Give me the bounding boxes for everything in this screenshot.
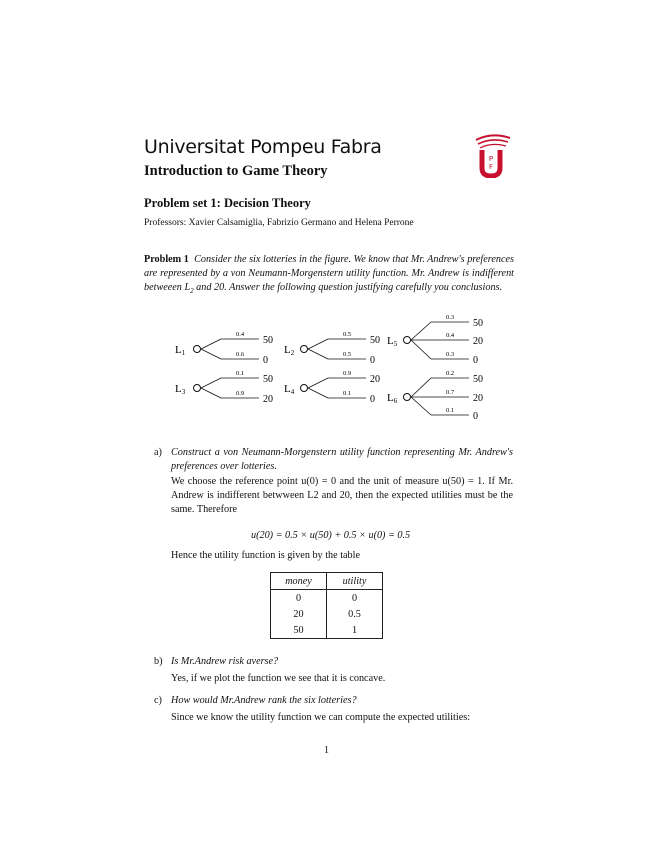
answer-b: Yes, if we plot the function we see that it is concave. xyxy=(171,673,386,684)
question-b-label: b) xyxy=(154,656,163,667)
branch-payoff: 0 xyxy=(370,355,375,366)
branch-payoff: 50 xyxy=(263,374,273,385)
table-cell: 0.5 xyxy=(327,606,383,622)
svg-text:P: P xyxy=(488,155,494,163)
lottery-node-circle xyxy=(301,346,308,353)
table-row xyxy=(271,622,383,639)
lottery-trees-figure xyxy=(0,310,655,430)
answer-a-table-intro: Hence the utility function is given by the table xyxy=(171,550,360,561)
branch-probability: 0.1 xyxy=(342,390,352,397)
tree-branch-line xyxy=(201,349,221,359)
problem-text-1: Consider the six lotteries in the figure. We know that Mr. Andrew's preferences are represented by a von Neumann-Morgenstern utility function. Mr. Andrew is indifferent betweeen L xyxy=(144,254,514,294)
branch-probability: 0.9 xyxy=(235,390,245,397)
lottery-label: L5 xyxy=(387,335,398,348)
lottery-node-circle xyxy=(301,385,308,392)
branch-payoff: 20 xyxy=(473,393,483,404)
branch-payoff: 0 xyxy=(370,394,375,405)
branch-payoff: 50 xyxy=(473,374,483,385)
question-a-text: Construct a von Neumann-Morgenstern utility function representing Mr. Andrew's preferences over lotteries. xyxy=(171,447,513,473)
branch-payoff: 50 xyxy=(263,335,273,346)
lottery-node-circle xyxy=(404,337,411,344)
tree-branch-line xyxy=(308,349,328,359)
upf-logo-icon xyxy=(470,130,514,178)
question-b-text: Is Mr.Andrew risk averse? xyxy=(171,656,279,667)
table-cell: 20 xyxy=(271,606,327,622)
problem-label: Problem 1 xyxy=(144,254,189,265)
branch-probability: 0.1 xyxy=(235,370,245,377)
university-name: Universitat Pompeu Fabra xyxy=(144,136,382,158)
question-c-text: How would Mr.Andrew rank the six lotteries? xyxy=(171,695,357,706)
table-cell: 0 xyxy=(327,590,383,607)
table-cell: 0 xyxy=(271,590,327,607)
utility-equation: u(20) = 0.5 × u(50) + 0.5 × u(0) = 0.5 xyxy=(251,530,411,541)
tree-branch-line xyxy=(411,340,431,359)
lottery-label: L3 xyxy=(175,383,186,396)
tree-branch-line xyxy=(201,388,221,398)
branch-probability: 0.3 xyxy=(445,314,455,321)
tree-branch-line xyxy=(201,339,221,349)
branch-probability: 0.9 xyxy=(342,370,352,377)
table-header-utility: utility xyxy=(327,573,383,590)
lottery-node-circle xyxy=(404,394,411,401)
tree-branch-line xyxy=(308,388,328,398)
problem-text-sub: 2 xyxy=(190,287,194,296)
branch-payoff: 50 xyxy=(370,335,380,346)
lottery-label: L1 xyxy=(175,344,186,357)
question-c-label: c) xyxy=(154,695,162,706)
branch-probability: 0.2 xyxy=(445,370,455,377)
branch-probability: 0.3 xyxy=(445,351,455,358)
branch-payoff: 20 xyxy=(473,336,483,347)
problem-statement xyxy=(144,253,514,299)
branch-probability: 0.5 xyxy=(342,331,352,338)
branch-payoff: 50 xyxy=(473,318,483,329)
lottery-label: L4 xyxy=(284,383,295,396)
utility-table xyxy=(270,572,383,639)
branch-payoff: 20 xyxy=(263,394,273,405)
tree-branch-line xyxy=(411,322,431,340)
question-a-label: a) xyxy=(154,447,162,458)
lottery-node-circle xyxy=(194,385,201,392)
branch-payoff: 20 xyxy=(370,374,380,385)
answer-c: Since we know the utility function we can compute the expected utilities: xyxy=(171,712,471,723)
branch-probability: 0.6 xyxy=(235,351,245,358)
tree-branch-line xyxy=(411,378,431,397)
svg-text:F: F xyxy=(488,163,494,171)
table-cell: 1 xyxy=(327,622,383,639)
branch-probability: 0.1 xyxy=(445,407,455,414)
course-title: Introduction to Game Theory xyxy=(144,163,328,179)
branch-probability: 0.4 xyxy=(235,331,245,338)
lottery-label: L6 xyxy=(387,392,398,405)
page-number: 1 xyxy=(324,745,329,756)
branch-probability: 0.7 xyxy=(445,389,455,396)
branch-payoff: 0 xyxy=(473,411,478,422)
branch-probability: 0.4 xyxy=(445,332,455,339)
lottery-node-circle xyxy=(194,346,201,353)
table-row xyxy=(271,606,383,622)
answer-a-paragraph: We choose the reference point u(0) = 0 and the unit of measure u(50) = 1. If Mr. Andrew is indifferent betwween L2 and 20, then the expected utilities must be the same. Therefore xyxy=(171,476,513,516)
problem-text-2: and 20. Answer the following question justifying carefully you conclusions. xyxy=(193,282,503,294)
tree-branch-line xyxy=(308,378,328,388)
table-row xyxy=(271,590,383,607)
branch-payoff: 0 xyxy=(263,355,268,366)
branch-probability: 0.5 xyxy=(342,351,352,358)
professors-line: Professors: Xavier Calsamiglia, Fabrizio Germano and Helena Perrone xyxy=(144,218,414,228)
table-cell: 50 xyxy=(271,622,327,639)
tree-branch-line xyxy=(201,378,221,388)
tree-branch-line xyxy=(308,339,328,349)
branch-payoff: 0 xyxy=(473,355,478,366)
tree-branch-line xyxy=(411,397,431,415)
problem-set-title: Problem set 1: Decision Theory xyxy=(144,196,311,210)
lottery-label: L2 xyxy=(284,344,295,357)
table-header-money: money xyxy=(271,573,327,590)
